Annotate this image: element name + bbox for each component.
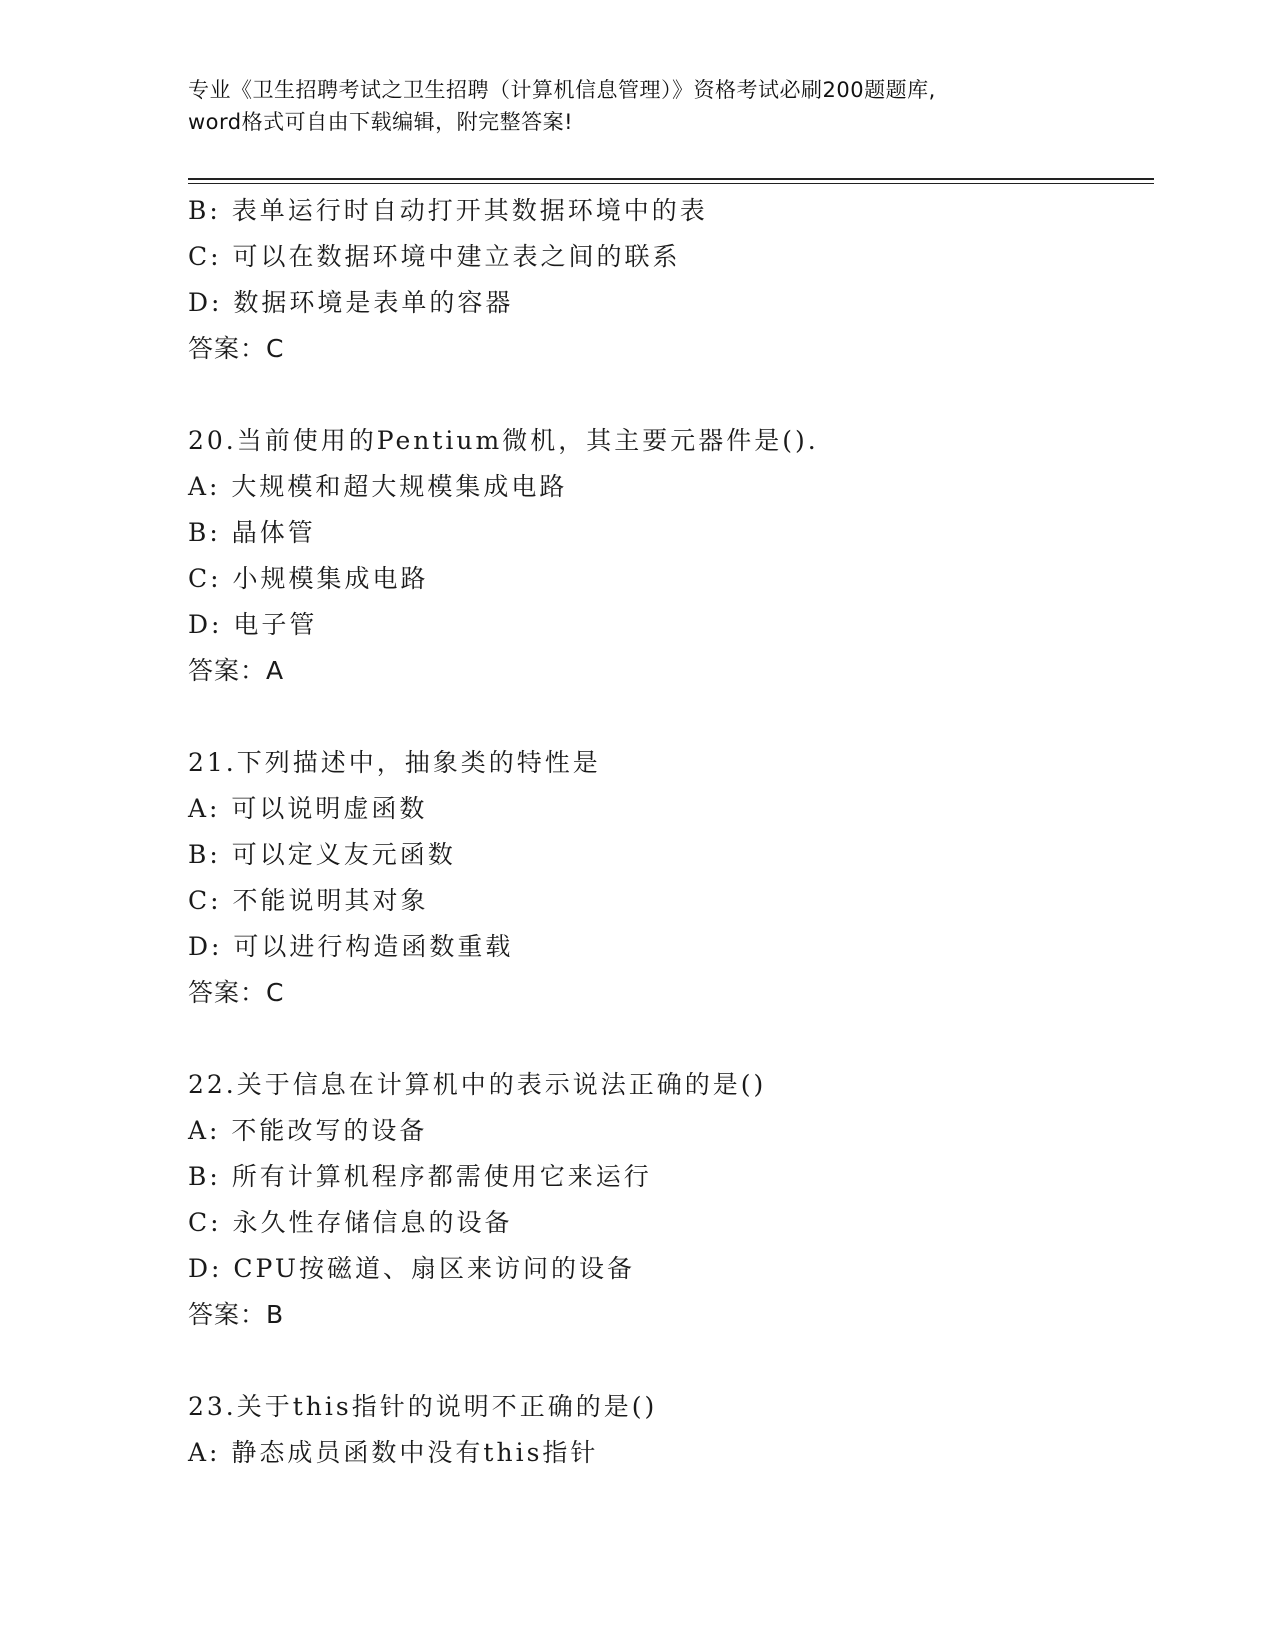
option-c: C: 可以在数据环境中建立表之间的联系 xyxy=(188,242,681,271)
header-divider-thick xyxy=(188,178,1154,180)
option-a: A: 静态成员函数中没有this指针 xyxy=(188,1438,599,1467)
option-d: D: 可以进行构造函数重载 xyxy=(188,932,514,961)
option-a: A: 不能改写的设备 xyxy=(188,1116,428,1145)
header-divider-thin xyxy=(188,183,1154,184)
question-21 xyxy=(188,740,1148,1016)
question-23 xyxy=(188,1384,1148,1476)
spacer xyxy=(188,1338,1148,1384)
question-stem: 23.关于this指针的说明不正确的是() xyxy=(188,1392,658,1421)
question-stem: 22.关于信息在计算机中的表示说法正确的是() xyxy=(188,1070,767,1099)
option-b: B: 晶体管 xyxy=(188,518,316,547)
option-d: D: 数据环境是表单的容器 xyxy=(188,288,514,317)
option-c: C: 不能说明其对象 xyxy=(188,886,429,915)
answer-line: 答案：C xyxy=(188,334,285,363)
option-b: B: 可以定义友元函数 xyxy=(188,840,456,869)
spacer xyxy=(188,1016,1148,1062)
option-d: D: 电子管 xyxy=(188,610,318,639)
option-d: D: CPU按磁道、扇区来访问的设备 xyxy=(188,1254,635,1283)
header-line-2: word格式可自由下载编辑，附完整答案! xyxy=(188,110,574,134)
answer-line: 答案：B xyxy=(188,1300,285,1329)
answer-line: 答案：C xyxy=(188,978,285,1007)
option-b: B: 所有计算机程序都需使用它来运行 xyxy=(188,1162,652,1191)
question-20 xyxy=(188,418,1148,694)
question-stem: 21.下列描述中，抽象类的特性是 xyxy=(188,748,601,777)
option-a: A: 大规模和超大规模集成电路 xyxy=(188,472,568,501)
question-stem: 20.当前使用的Pentium微机，其主要元器件是(). xyxy=(188,426,819,455)
header-line-1: 专业《卫生招聘考试之卫生招聘（计算机信息管理）》资格考试必刷200题题库, xyxy=(188,78,936,102)
question-22 xyxy=(188,1062,1148,1338)
option-c: C: 小规模集成电路 xyxy=(188,564,429,593)
option-a: A: 可以说明虚函数 xyxy=(188,794,428,823)
question-carryover xyxy=(188,188,1148,372)
document-header xyxy=(188,74,1108,138)
option-c: C: 永久性存储信息的设备 xyxy=(188,1208,513,1237)
spacer xyxy=(188,372,1148,418)
answer-line: 答案：A xyxy=(188,656,285,685)
question-list xyxy=(188,188,1148,1476)
spacer xyxy=(188,694,1148,740)
option-b: B: 表单运行时自动打开其数据环境中的表 xyxy=(188,196,708,225)
